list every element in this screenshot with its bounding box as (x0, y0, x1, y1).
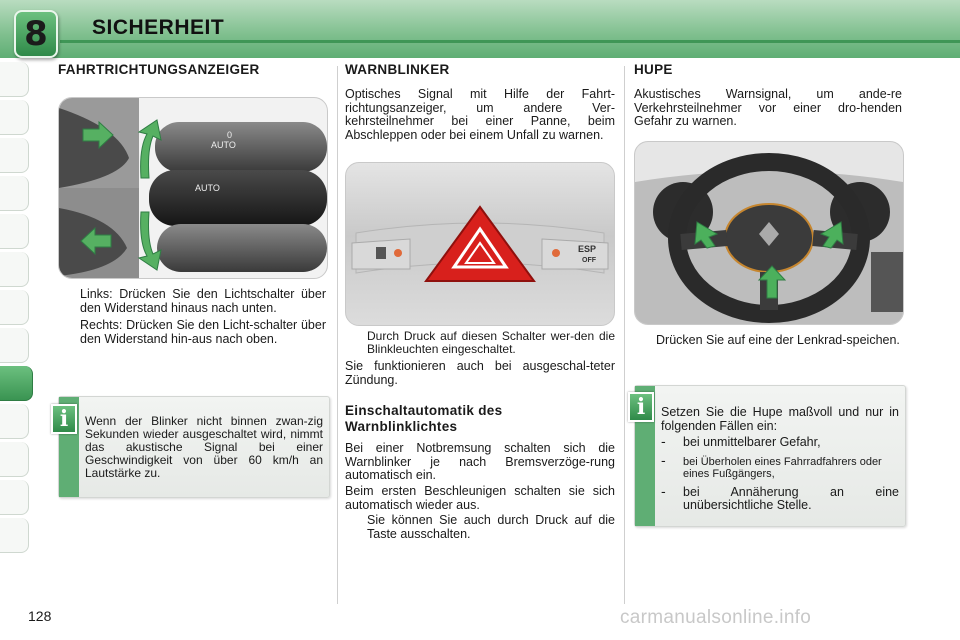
emergency-brake-text: Bei einer Notbremsung schalten sich die Warnblinker je nach Bremsverzöge-rung automatisch ein. (345, 441, 615, 482)
dash-icon: - (661, 435, 666, 450)
switch-off-bullet (345, 514, 615, 541)
arrow-up-icon (131, 118, 165, 180)
bullet-text: Durch Druck auf diesen Schalter wer-den die Blinkleuchten eingeschaltet. (367, 329, 615, 356)
chapter-tab[interactable] (0, 442, 29, 477)
ignition-text: Sie funktionieren auch bei ausgeschal-teter Zündung. (345, 359, 615, 387)
hazard-intro: Optisches Signal mit Hilfe der Fahrt-richtungsanzeiger, um andere Ver-kehrsteilnehmer bei einer Panne, beim Abschleppen oder bei einem Unfall zu warnen. (345, 87, 615, 142)
info-icon: i (51, 404, 77, 434)
off-label: OFF (582, 257, 596, 264)
horn-heading: HUPE (634, 62, 673, 77)
chapter-tab[interactable] (0, 404, 29, 439)
auto-hazard-heading: Einschaltautomatik des Warnblinklichtes (345, 403, 503, 434)
chapter-tab[interactable] (0, 328, 29, 363)
info-box (58, 396, 330, 498)
chapter-tab-active[interactable] (0, 366, 33, 401)
acceleration-text: Beim ersten Beschleunigen schalten sie sich automatisch wieder aus. (345, 484, 615, 512)
bullet-text: Drücken Sie auf eine der Lenkrad-speichen. (656, 333, 900, 347)
horn-intro: Akustisches Warnsignal, um ande-re Verkehrsteilnehmer vor einer dro-henden Gefahr zu warnen. (634, 87, 902, 128)
hazard-heading: WARNBLINKER (345, 62, 450, 77)
info-text: Wenn der Blinker nicht binnen zwan-zig Sekunden wieder ausgeschaltet wird, nimmt das akustische Signal bei einer Geschwindigkeit von über 60 km/h an Lautstärke zu. (85, 414, 323, 480)
arrow-down-icon (131, 210, 165, 272)
chapter-tab[interactable] (0, 518, 29, 553)
list-item (58, 319, 326, 346)
list-item-text: bei Überholen eines Fahrradfahrers oder eines Fußgängers, (683, 455, 882, 480)
chapter-tab[interactable] (0, 480, 29, 515)
list-item-text: bei Annäherung an eine unübersichtliche Stelle. (683, 484, 899, 512)
page-number: 128 (28, 608, 52, 624)
zero-label: 0 (227, 130, 233, 140)
auto-label-main: AUTO (195, 183, 220, 193)
chapter-tab[interactable] (0, 290, 29, 325)
chapter-tabs (0, 62, 32, 582)
auto-label-top: AUTO (211, 140, 236, 150)
watermark: carmanualsonline.info (620, 607, 812, 628)
list-item (58, 288, 326, 315)
steering-wheel-illustration (634, 141, 904, 325)
info-icon: i (628, 392, 654, 422)
list-item (661, 486, 899, 513)
list-item (345, 514, 615, 541)
horn-info-intro: Setzen Sie die Hupe maßvoll und nur in folgenden Fällen ein: (661, 405, 899, 433)
header-rule (60, 40, 960, 43)
arrow-right-icon (81, 120, 115, 150)
column-divider (337, 66, 338, 604)
list-item-text: bei unmittelbarer Gefahr, (683, 435, 821, 449)
turn-signal-bullets (58, 288, 326, 346)
stalk-illustration (58, 97, 328, 279)
turn-signal-heading: FAHRTRICHTUNGSANZEIGER (58, 62, 260, 77)
chapter-tab[interactable] (0, 214, 29, 249)
bullet-text: Links: Drücken Sie den Lichtschalter über den Widerstand hinaus nach unten. (80, 287, 326, 315)
column-divider (624, 66, 625, 604)
chapter-badge: 8 (14, 10, 58, 58)
list-item (661, 453, 899, 480)
horn-bullet (634, 334, 902, 348)
chapter-tab[interactable] (0, 252, 29, 287)
list-item (634, 334, 902, 348)
hazard-illustration (345, 162, 615, 326)
list-item (661, 436, 899, 450)
chapter-tab[interactable] (0, 176, 29, 211)
chapter-tab[interactable] (0, 62, 29, 97)
list-item (345, 330, 615, 356)
arrow-left-icon (79, 226, 113, 256)
bullet-text: Sie können Sie auch durch Druck auf die Taste ausschalten. (367, 513, 615, 541)
dash-icon: - (661, 484, 666, 500)
bullet-text: Rechts: Drücken Sie den Licht-schalter über den Widerstand hin-aus nach oben. (80, 318, 326, 346)
horn-info-list (661, 436, 899, 513)
chapter-tab[interactable] (0, 100, 29, 135)
hazard-bullet (345, 330, 615, 356)
horn-info-box (634, 385, 906, 527)
esp-label: ESP (578, 244, 597, 254)
chapter-tab[interactable] (0, 138, 29, 173)
page-title: SICHERHEIT (92, 16, 225, 39)
dash-icon: - (661, 453, 666, 469)
